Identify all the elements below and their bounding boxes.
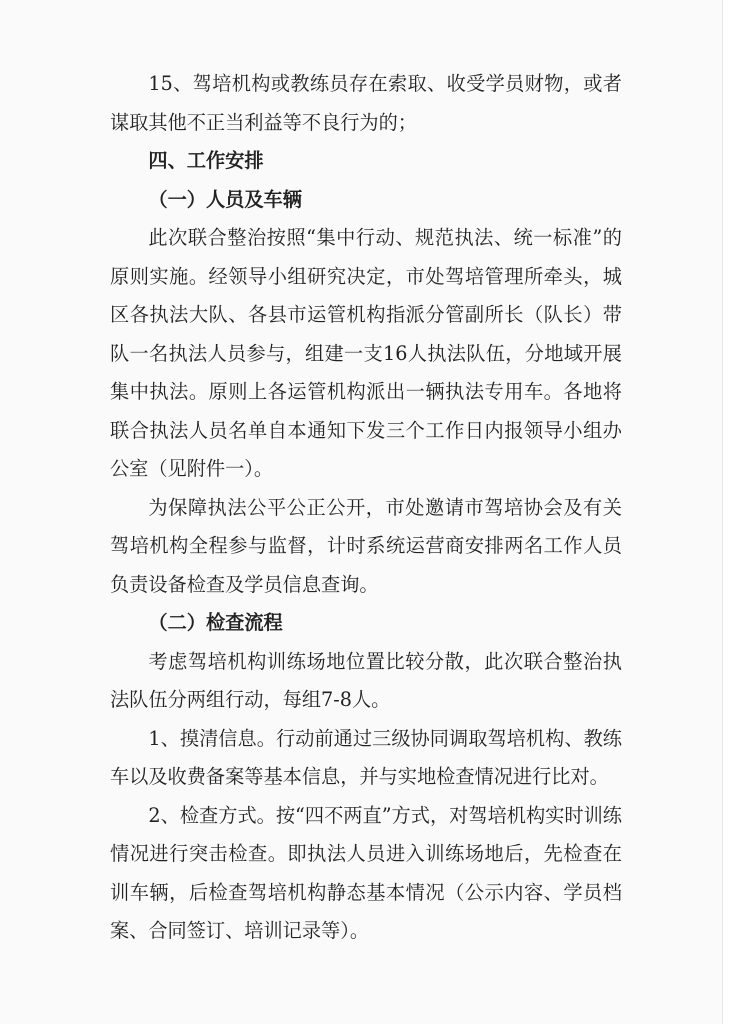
section-heading-work-arrangement: 四、工作安排: [148, 149, 264, 172]
step-2-paragraph: 2、检查方式。按“四不两直”方式，对驾培机构实时训练情况进行突击检查。即执法人员进入训练场地后，先检查在训车辆，后检查驾培机构静态基本情况（公示内容、学员档案、合同签订、培训记录等）。: [110, 803, 622, 942]
personnel-paragraph: 此次联合整治按照“集中行动、规范执法、统一标准”的原则实施。经领导小组研究决定，市处驾培管理所牵头，城区各执法大队、各县市运管机构指派分管副所长（队长）带队一名执法人员参与，组建一支16人执法队伍，分地域开展集中执法。原则上各运管机构派出一辆执法专用车。各地将联合执法人员名单自本通知下发三个工作日内报领导小组办公室（见附件一）。: [110, 226, 622, 480]
document-body: [110, 65, 622, 951]
item-15-paragraph: 15、驾培机构或教练员存在索取、收受学员财物，或者谋取其他不正当利益等不良行为的；: [110, 72, 622, 134]
grouping-paragraph: 考虑驾培机构训练场地位置比较分散，此次联合整治执法队伍分两组行动，每组7-8人。: [110, 649, 622, 711]
step-1-paragraph: 1、摸清信息。行动前通过三级协同调取驾培机构、教练车以及收费备案等基本信息，并与实地检查情况进行比对。: [110, 726, 622, 788]
subsection-heading-personnel-vehicles: （一）人员及车辆: [148, 187, 302, 211]
subsection-heading-inspection-process: （二）检查流程: [148, 611, 283, 634]
supervision-paragraph: 为保障执法公平公正公开，市处邀请市驾培协会及有关驾培机构全程参与监督，计时系统运营商安排两名工作人员负责设备检查及学员信息查询。: [110, 495, 622, 596]
